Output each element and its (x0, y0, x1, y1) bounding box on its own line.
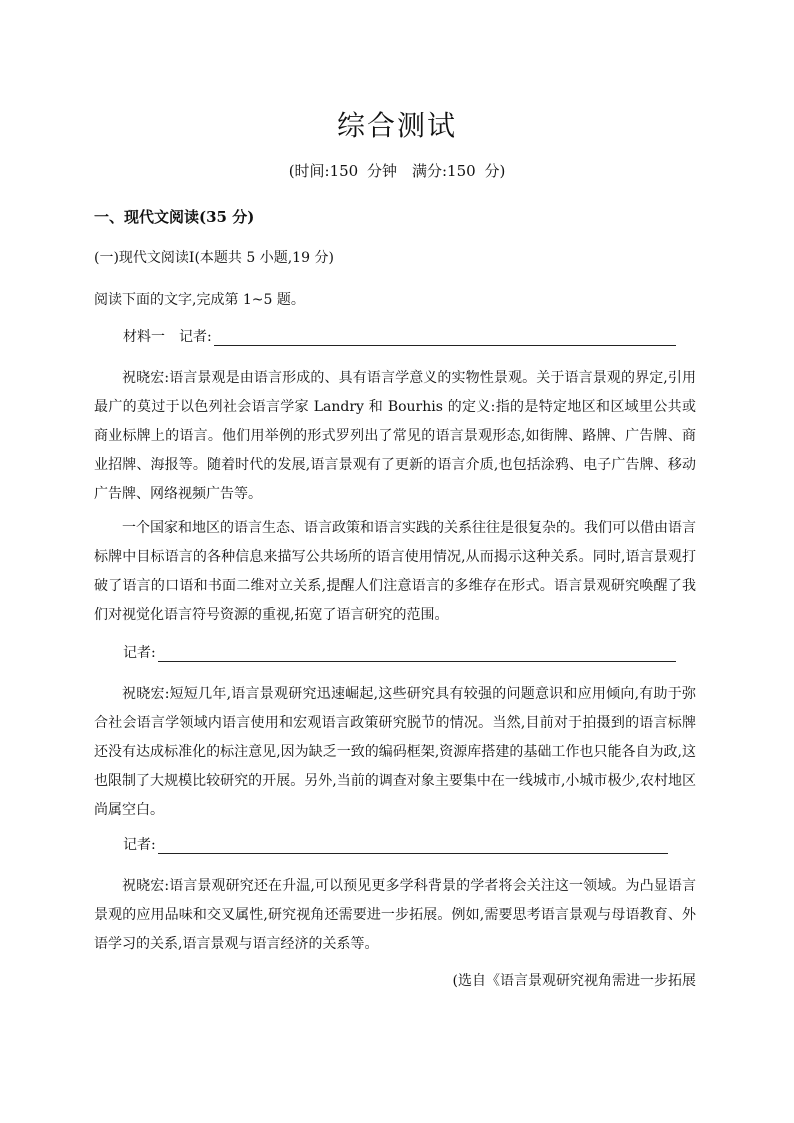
exam-info: (时间:150 分钟 满分:150 分) (288, 162, 506, 180)
material-label: 材料一 记者: (123, 329, 212, 345)
reporter-row-3 (123, 834, 668, 854)
blank-line (158, 647, 676, 662)
instruction-text: 阅读下面的文字,完成第 1~5 题。 (94, 292, 305, 308)
material-reporter-row (123, 326, 676, 346)
paragraph-1: 祝晓宏:语言景观是由语言形成的、具有语言学意义的实物性景观。关于语言景观的界定,引用最广的莫过于以色列社会语言学家 Landry 和 Bourhis 的定义:指的是特定地区和区域里公共或商业标牌上的语言。他们用举例的形式罗列出了常见的语言景观形态,如街牌、路牌、广告牌、商业招牌、海报等。随着时代的发展,语言景观有了更新的语言介质,也包括涂鸦、电子广告牌、移动广告牌、网络视频广告等。 (94, 370, 696, 502)
reporter-label: 记者: (123, 837, 156, 853)
blank-line (214, 331, 676, 346)
reporter-row-2 (123, 642, 676, 662)
paragraph-4: 祝晓宏:语言景观研究还在升温,可以预见更多学科背景的学者将会关注这一领域。为凸显语言景观的应用品味和交叉属性,研究视角还需要进一步拓展。例如,需要思考语言景观与母语教育、外语学习的关系,语言景观与语言经济的关系等。 (94, 878, 696, 952)
paragraph-2: 一个国家和地区的语言生态、语言政策和语言实践的关系往往是很复杂的。我们可以借由语言标牌中目标语言的各种信息来描写公共场所的语言使用情况,从而揭示这种关系。同时,语言景观打破了语言的口语和书面二维对立关系,提醒人们注意语言的多维存在形式。语言景观研究唤醒了我们对视觉化语言符号资源的重视,拓宽了语言研究的范围。 (94, 520, 696, 623)
reporter-label: 记者: (123, 645, 156, 661)
section-heading: 一、现代文阅读(35 分) (94, 208, 255, 226)
paragraph-3: 祝晓宏:短短几年,语言景观研究迅速崛起,这些研究具有较强的问题意识和应用倾向,有助于弥合社会语言学领域内语言使用和宏观语言政策研究脱节的情况。当然,目前对于拍摄到的语言标牌还没有达成标准化的标注意见,因为缺乏一致的编码框架,资源库搭建的基础工作也只能各自为政,这也限制了大规模比较研究的开展。另外,当前的调查对象主要集中在一线城市,小城市极少,农村地区尚属空白。 (94, 686, 696, 818)
subsection-heading: (一)现代文阅读Ⅰ(本题共 5 小题,19 分) (94, 250, 334, 266)
source-citation: (选自《语言景观研究视角需进一步拓展 (452, 973, 696, 989)
blank-line (158, 839, 668, 854)
page-title: 综合测试 (336, 109, 457, 142)
